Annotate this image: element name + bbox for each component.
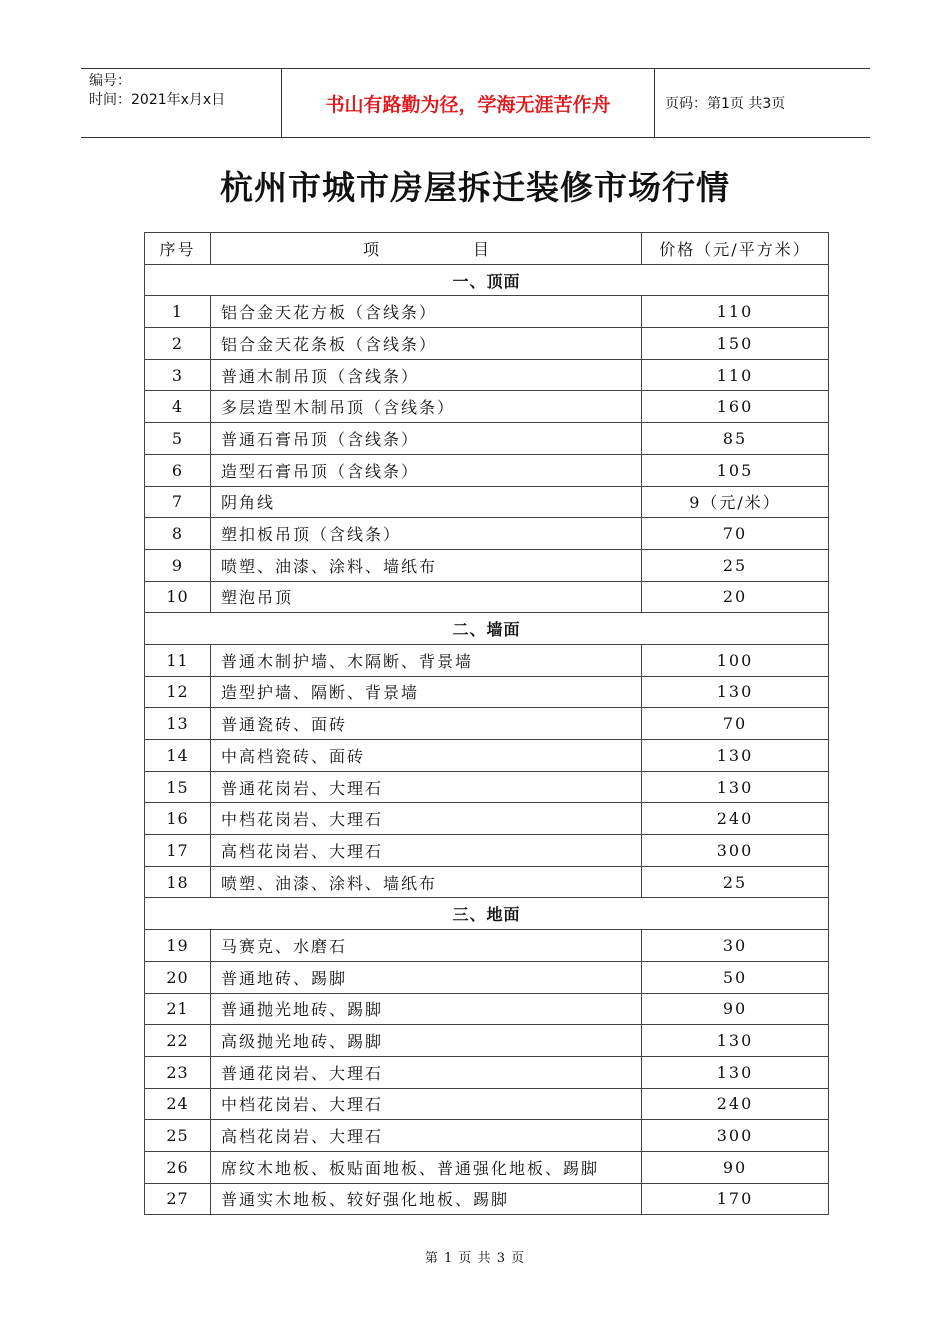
row-number: 11	[145, 644, 211, 676]
row-item: 普通木制护墙、木隔断、背景墙	[211, 644, 642, 676]
row-price: 105	[642, 454, 829, 486]
table-row	[145, 518, 829, 550]
row-price: 130	[642, 676, 829, 708]
row-price: 25	[642, 866, 829, 898]
table-row	[145, 581, 829, 613]
row-number: 2	[145, 328, 211, 360]
row-number: 21	[145, 993, 211, 1025]
row-item: 铝合金天花条板（含线条）	[211, 328, 642, 360]
row-number: 14	[145, 740, 211, 772]
row-number: 18	[145, 866, 211, 898]
row-item: 中高档瓷砖、面砖	[211, 740, 642, 772]
row-item: 普通花岗岩、大理石	[211, 771, 642, 803]
table-row	[145, 328, 829, 360]
row-number: 1	[145, 296, 211, 328]
row-price: 160	[642, 391, 829, 423]
table-header-row	[145, 233, 829, 265]
row-number: 15	[145, 771, 211, 803]
row-number: 12	[145, 676, 211, 708]
row-number: 20	[145, 961, 211, 993]
header-motto: 书山有路勤为径，学海无涯苦作舟	[282, 69, 655, 137]
row-price: 150	[642, 328, 829, 360]
row-price: 9（元/米）	[642, 486, 829, 518]
header-no: 序号	[145, 233, 211, 265]
row-number: 17	[145, 835, 211, 867]
row-price: 240	[642, 1088, 829, 1120]
table-row	[145, 803, 829, 835]
header-price: 价格（元/平方米）	[642, 233, 829, 265]
section-row	[145, 898, 829, 930]
row-item: 普通花岗岩、大理石	[211, 1056, 642, 1088]
table-row	[145, 1183, 829, 1215]
number-label: 编号：	[89, 73, 131, 89]
row-price: 20	[642, 581, 829, 613]
row-number: 5	[145, 423, 211, 455]
row-item: 高档花岗岩、大理石	[211, 1120, 642, 1152]
row-price: 300	[642, 1120, 829, 1152]
table-row	[145, 708, 829, 740]
table-row	[145, 359, 829, 391]
section-row	[145, 264, 829, 296]
row-number: 24	[145, 1088, 211, 1120]
row-number: 7	[145, 486, 211, 518]
table-row	[145, 993, 829, 1025]
row-item: 中档花岗岩、大理石	[211, 803, 642, 835]
row-item: 喷塑、油漆、涂料、墙纸布	[211, 549, 642, 581]
row-price: 130	[642, 1025, 829, 1057]
row-number: 26	[145, 1151, 211, 1183]
row-item: 普通木制吊顶（含线条）	[211, 359, 642, 391]
row-price: 30	[642, 930, 829, 962]
header-item-b: 目	[472, 239, 489, 259]
row-number: 23	[145, 1056, 211, 1088]
row-item: 阴角线	[211, 486, 642, 518]
table-row	[145, 1120, 829, 1152]
table-row	[145, 454, 829, 486]
row-price: 130	[642, 771, 829, 803]
row-price: 240	[642, 803, 829, 835]
row-item: 造型石膏吊顶（含线条）	[211, 454, 642, 486]
row-item: 普通抛光地砖、踢脚	[211, 993, 642, 1025]
row-item: 造型护墙、隔断、背景墙	[211, 676, 642, 708]
row-number: 8	[145, 518, 211, 550]
table-row	[145, 296, 829, 328]
row-number: 19	[145, 930, 211, 962]
row-number: 13	[145, 708, 211, 740]
table-row	[145, 423, 829, 455]
table-row	[145, 866, 829, 898]
row-item: 马赛克、水磨石	[211, 930, 642, 962]
row-price: 50	[642, 961, 829, 993]
row-price: 85	[642, 423, 829, 455]
row-item: 普通瓷砖、面砖	[211, 708, 642, 740]
row-price: 300	[642, 835, 829, 867]
row-number: 22	[145, 1025, 211, 1057]
row-price: 25	[642, 549, 829, 581]
row-item: 多层造型木制吊顶（含线条）	[211, 391, 642, 423]
header-item-a: 项	[362, 239, 379, 259]
section-row	[145, 613, 829, 645]
row-price: 100	[642, 644, 829, 676]
row-price: 110	[642, 296, 829, 328]
table-row	[145, 644, 829, 676]
row-number: 27	[145, 1183, 211, 1215]
table-row	[145, 486, 829, 518]
table-row	[145, 676, 829, 708]
table-row	[145, 835, 829, 867]
table-row	[145, 1056, 829, 1088]
table-row	[145, 740, 829, 772]
section-title: 三、地面	[145, 898, 829, 930]
row-item: 塑扣板吊顶（含线条）	[211, 518, 642, 550]
row-number: 16	[145, 803, 211, 835]
header-page-info: 页码：第1页 共3页	[665, 96, 786, 112]
row-item: 中档花岗岩、大理石	[211, 1088, 642, 1120]
table-body	[145, 264, 829, 1215]
table-row	[145, 391, 829, 423]
row-item: 高档花岗岩、大理石	[211, 835, 642, 867]
row-price: 70	[642, 518, 829, 550]
section-title: 一、顶面	[145, 264, 829, 296]
table-row	[145, 1088, 829, 1120]
row-item: 普通实木地板、较好强化地板、踢脚	[211, 1183, 642, 1215]
row-price: 130	[642, 740, 829, 772]
row-number: 6	[145, 454, 211, 486]
row-item: 铝合金天花方板（含线条）	[211, 296, 642, 328]
row-item: 普通石膏吊顶（含线条）	[211, 423, 642, 455]
time-label: 时间：2021年x月x日	[89, 92, 226, 108]
table-row	[145, 961, 829, 993]
row-item: 塑泡吊顶	[211, 581, 642, 613]
page-footer: 第 1 页 共 3 页	[424, 1251, 526, 1266]
row-item: 喷塑、油漆、涂料、墙纸布	[211, 866, 642, 898]
row-item: 高级抛光地砖、踢脚	[211, 1025, 642, 1057]
row-item: 席纹木地板、板贴面地板、普通强化地板、踢脚	[211, 1151, 642, 1183]
header-meta	[81, 69, 282, 137]
table-row	[145, 1151, 829, 1183]
table-row	[145, 930, 829, 962]
table-row	[145, 771, 829, 803]
document-header	[81, 68, 870, 138]
row-number: 10	[145, 581, 211, 613]
price-table	[144, 232, 829, 1215]
table-row	[145, 1025, 829, 1057]
page-title: 杭州市城市房屋拆迁装修市场行情	[220, 168, 730, 207]
row-item: 普通地砖、踢脚	[211, 961, 642, 993]
row-number: 9	[145, 549, 211, 581]
row-price: 90	[642, 993, 829, 1025]
row-price: 130	[642, 1056, 829, 1088]
header-item	[211, 233, 642, 265]
row-price: 90	[642, 1151, 829, 1183]
table-row	[145, 549, 829, 581]
row-number: 3	[145, 359, 211, 391]
row-price: 70	[642, 708, 829, 740]
section-title: 二、墙面	[145, 613, 829, 645]
row-price: 110	[642, 359, 829, 391]
row-number: 4	[145, 391, 211, 423]
row-number: 25	[145, 1120, 211, 1152]
row-price: 170	[642, 1183, 829, 1215]
